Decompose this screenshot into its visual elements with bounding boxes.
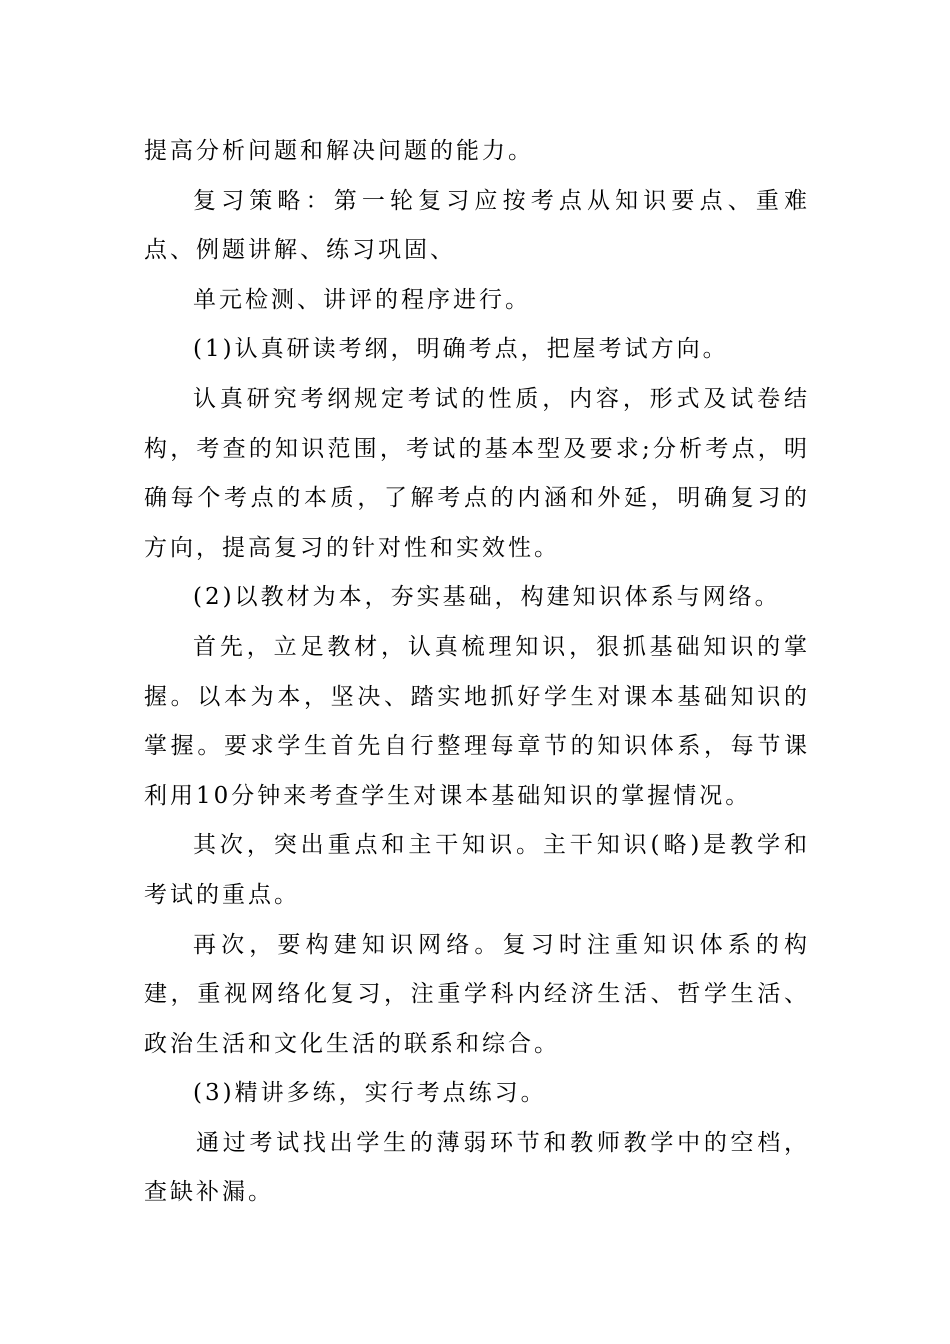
paragraph-3: 单元检测、讲评的程序进行。 — [193, 286, 531, 313]
heading-point-2: (2)以教材为本，夯实基础，构建知识体系与网络。 — [193, 584, 781, 611]
heading-point-1: (1)认真研读考纲，明确考点，把屋考试方向。 — [193, 336, 729, 363]
paragraph-5: 认真研究考纲规定考试的性质，内容，形式及试卷结构，考查的知识范围，考试的基本型及要求;分析考点，明确每个考点的本质，了解考点的内涵和外延，明确复习的方向，提高复习的针对性和实效性。 — [144, 385, 810, 561]
document-body — [144, 127, 810, 1218]
paragraph-1: 提高分析问题和解决问题的能力。 — [144, 138, 534, 164]
heading-point-3: (3)精讲多练，实行考点练习。 — [193, 1080, 547, 1107]
paragraph-9: 再次，要构建知识网络。复习时注重知识体系的构建，重视网络化复习，注重学科内经济生活、哲学生活、政治生活和文化生活的联系和综合。 — [144, 931, 810, 1057]
paragraph-8: 其次，突出重点和主干知识。主干知识(略)是教学和考试的重点。 — [144, 832, 810, 908]
paragraph-review-strategy: 复习策略：第一轮复习应按考点从知识要点、重难点、例题讲解、练习巩固、 — [144, 187, 810, 264]
paragraph-11: 通过考试找出学生的薄弱环节和教师教学中的空档，查缺补漏。 — [144, 1129, 810, 1206]
paragraph-7: 首先，立足教材，认真梳理知识，狠抓基础知识的掌握。以本为本，坚决、踏实地抓好学生对课本基础知识的掌握。要求学生首先自行整理每章节的知识体系，每节课利用10分钟来考查学生对课本基础知识的掌握情况。 — [144, 633, 810, 809]
